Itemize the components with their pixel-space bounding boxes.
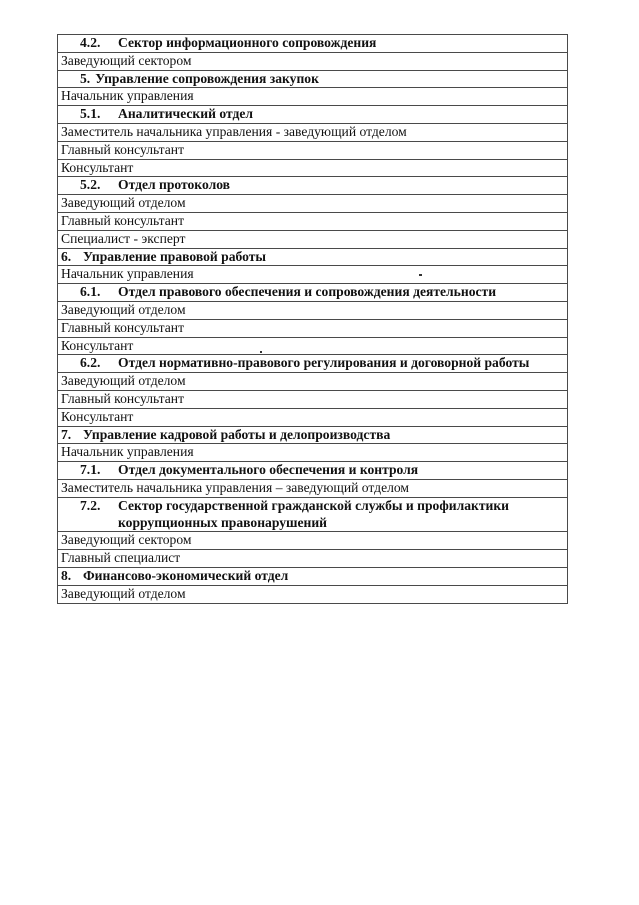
position-title: Консультант <box>61 408 134 424</box>
section-title: Сектор информационного сопровождения <box>118 35 377 50</box>
position-cell <box>58 141 568 159</box>
section-row <box>58 177 568 195</box>
section-heading-cell <box>58 70 568 88</box>
section-heading-cell <box>58 462 568 480</box>
position-cell <box>58 212 568 230</box>
position-row <box>58 550 568 568</box>
position-title: Специалист - эксперт <box>61 230 186 246</box>
position-cell <box>58 550 568 568</box>
position-title: Главный консультант <box>61 319 185 335</box>
position-cell <box>58 88 568 106</box>
position-row <box>58 301 568 319</box>
section-row <box>58 567 568 585</box>
section-heading-wrap <box>80 355 567 372</box>
position-title: Начальник управления <box>61 88 194 104</box>
position-row <box>58 159 568 177</box>
section-row <box>58 462 568 480</box>
position-row <box>58 532 568 550</box>
position-row <box>58 408 568 426</box>
position-row <box>58 52 568 70</box>
position-cell <box>58 532 568 550</box>
section-heading-cell <box>58 355 568 373</box>
position-title: Заместитель начальника управления - заведующий отделом <box>61 123 407 139</box>
section-number: 8. <box>61 567 72 583</box>
section-number: 6.1. <box>80 284 101 300</box>
position-title: Заведующий отделом <box>61 301 186 317</box>
position-title: Главный специалист <box>61 550 181 566</box>
position-row <box>58 373 568 391</box>
section-heading-cell <box>58 177 568 195</box>
section-heading-cell <box>58 106 568 124</box>
section-number: 5.1. <box>80 106 101 122</box>
section-number: 4.2. <box>80 35 101 50</box>
section-row <box>58 426 568 444</box>
position-row <box>58 123 568 141</box>
position-cell <box>58 585 568 603</box>
position-title: Главный консультант <box>61 390 185 406</box>
section-number: 6. <box>61 248 72 264</box>
position-cell <box>58 373 568 391</box>
section-title: Управление правовой работы <box>83 248 267 264</box>
scan-speck <box>419 274 422 276</box>
table-body <box>58 35 568 604</box>
position-title: Заведующий отделом <box>61 195 186 211</box>
position-row <box>58 141 568 159</box>
position-cell <box>58 337 568 355</box>
position-title: Главный консультант <box>61 212 185 228</box>
section-heading-cell <box>58 426 568 444</box>
section-row <box>58 497 568 532</box>
section-heading-cell <box>58 248 568 266</box>
position-row <box>58 479 568 497</box>
section-number: 7.1. <box>80 462 101 478</box>
position-row <box>58 390 568 408</box>
section-row <box>58 70 568 88</box>
position-title: Начальник управления <box>61 266 194 282</box>
section-heading-cell <box>58 567 568 585</box>
position-row <box>58 444 568 462</box>
position-cell <box>58 444 568 462</box>
section-heading-cell <box>58 284 568 302</box>
position-title: Консультант <box>61 159 134 175</box>
section-title: Финансово-экономический отдел <box>83 567 289 583</box>
position-title: Заведующий сектором <box>61 532 192 548</box>
position-cell <box>58 230 568 248</box>
section-row <box>58 284 568 302</box>
position-cell <box>58 123 568 141</box>
section-title: Сектор государственной гражданской службы и профилактики коррупционных правонарушений <box>118 497 509 530</box>
section-number: 5. <box>80 70 91 86</box>
section-row <box>58 106 568 124</box>
section-number: 7. <box>61 426 72 442</box>
position-row <box>58 585 568 603</box>
position-cell <box>58 479 568 497</box>
staff-structure-table <box>57 34 568 604</box>
position-title: Консультант <box>61 337 134 353</box>
position-cell <box>58 301 568 319</box>
position-cell <box>58 195 568 213</box>
section-heading-cell <box>58 35 568 53</box>
section-number: 6.2. <box>80 355 101 371</box>
position-title: Заведующий сектором <box>61 52 192 68</box>
section-title: Отдел документального обеспечения и контроля <box>118 462 419 478</box>
position-row <box>58 319 568 337</box>
section-title: Управление сопровождения закупок <box>95 70 319 86</box>
position-cell <box>58 266 568 284</box>
section-row <box>58 355 568 373</box>
section-title: Аналитический отдел <box>118 106 253 122</box>
position-row <box>58 266 568 284</box>
scan-speck <box>260 351 262 353</box>
position-row <box>58 337 568 355</box>
position-title: Начальник управления <box>61 444 194 460</box>
section-heading-wrap <box>80 498 567 532</box>
position-title: Главный консультант <box>61 141 185 157</box>
position-title: Заведующий отделом <box>61 373 186 389</box>
section-row <box>58 35 568 53</box>
section-title: Отдел протоколов <box>118 177 231 193</box>
section-title: Управление кадровой работы и делопроизводства <box>83 426 391 442</box>
position-title: Заместитель начальника управления – заведующий отделом <box>61 479 410 495</box>
section-heading-cell <box>58 497 568 532</box>
section-title: Отдел правового обеспечения и сопровождения деятельности <box>118 284 497 300</box>
section-row <box>58 248 568 266</box>
position-row <box>58 212 568 230</box>
position-cell <box>58 319 568 337</box>
section-number: 5.2. <box>80 177 101 193</box>
position-cell <box>58 159 568 177</box>
position-cell <box>58 408 568 426</box>
position-row <box>58 230 568 248</box>
position-title: Заведующий отделом <box>61 585 186 601</box>
section-number: 7.2. <box>80 497 101 513</box>
position-cell <box>58 390 568 408</box>
position-row <box>58 195 568 213</box>
position-row <box>58 88 568 106</box>
section-title: Отдел нормативно-правового регулирования и договорной работы <box>118 355 530 371</box>
position-cell <box>58 52 568 70</box>
